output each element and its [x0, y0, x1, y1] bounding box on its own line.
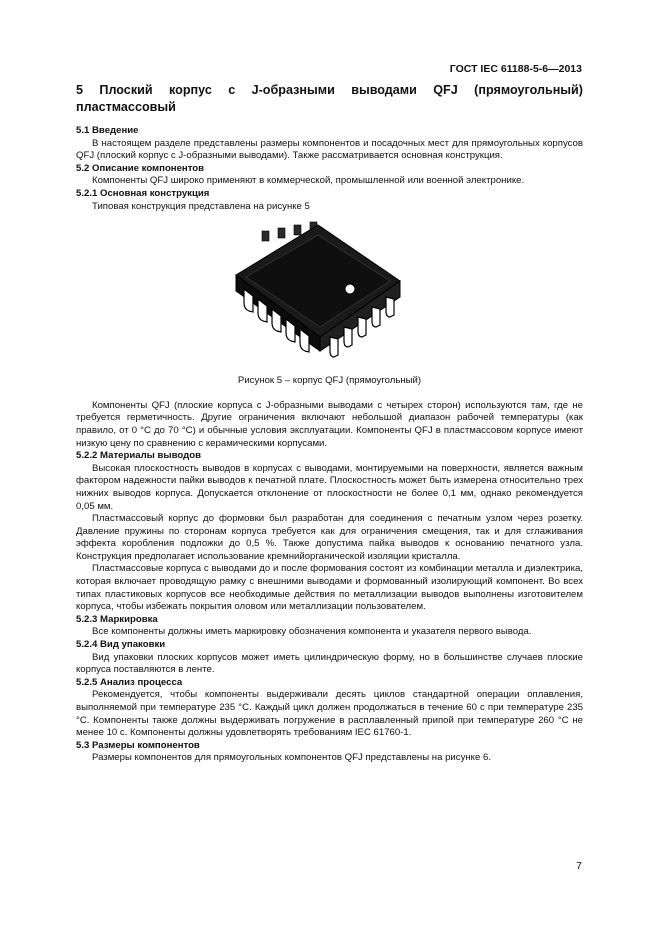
- paragraph-5-2-5: Рекомендуется, чтобы компоненты выдерживали десять циклов стандартной операции оплавления, выполняемой при температуре 235 °С. Каждый цикл должен продолжаться в течение 60 с при температуре 235 °С. Компоненты также должны выдерживать погружение в расплавленный припой при температуре 260 °С не менее 10 с. Компоненты должны удовлетворять требованиям IEC 61760-1.: [76, 689, 583, 739]
- heading-5-1: 5.1 Введение: [76, 125, 139, 136]
- page-content: [76, 125, 583, 765]
- paragraph-5-3: Размеры компонентов для прямоугольных компонентов QFJ представлены на рисунке 6.: [92, 752, 491, 764]
- paragraph-5-2-2-1: Высокая плоскостность выводов в корпусах с выводами, монтируемыми на поверхности, является важным фактором надежности пайки выводов к печатной плате. Плоскостность может быть измерена относительно трех нижних выводов корпуса. Допускается отклонение от плоскостности не более 0,1 мм, однако рекомендуется 0,05 мм.: [76, 462, 583, 512]
- figure-5-caption: Рисунок 5 – корпус QFJ (прямоугольный): [237, 375, 422, 387]
- heading-5-2-1: 5.2.1 Основная конструкция: [76, 187, 210, 199]
- paragraph-5-2-1: Типовая конструкция представлена на рисунке 5: [92, 200, 310, 212]
- paragraph-5-2: Компоненты QFJ широко применяют в коммерческой, промышленной или военной электронике.: [92, 175, 525, 187]
- page-number: 7: [576, 860, 582, 872]
- paragraph-5-2-3: Все компоненты должны иметь маркировку обозначения компонента и указателя первого вывода.: [92, 626, 532, 638]
- paragraph-5-2-4: Вид упаковки плоских корпусов может иметь цилиндрическую форму, но в большинстве случаев плоские корпуса поставляются в ленте.: [76, 651, 583, 676]
- paragraph-5-2-2-2: Пластмассовый корпус до формовки был разработан для соединения с печатным узлом через розетку. Давление пружины по сторонам корпуса требуется как для ограничения смещения, так и для сглаживания эффекта коробления подложки до 0,5 %. Также допустима пайка выводов к основанию печатного узла. Конструкция предполагает использование кремнийорганической изоляции кристалла.: [76, 513, 583, 562]
- figure-qfj-package: [76, 219, 583, 367]
- paragraph-5-2-1-after: Компоненты QFJ (плоские корпуса с J-образными выводами с четырех сторон) используются там, где не требуется герметичность. Другие ограничения включают небольшой диапазон рабочей температуры (как правило, от 0 °С до 70 °С) и обычные условия эксплуатации. Компоненты QFJ в пластмассовом корпусе имеют низкую цену по сравнению с керамическими корпусами.: [76, 399, 583, 449]
- paragraph-5-2-2-3: Пластмассовые корпуса с выводами до и после формования состоят из комбинации металла и диэлектрика, которая включает проводящую рамку с внешними выводами и формованный изолирующий компонент. Во всех типах пластиковых корпусов все необходимые действия по металлизации выводов выполнены изготовителем корпуса, чтобы избежать покрытия оловом или металлизации пользователем.: [76, 563, 583, 613]
- paragraph-5-1: В настоящем разделе представлены размеры компонентов и посадочных мест для прямоугольных корпусов QFJ (плоский корпус с J-образными выводами). Также рассматривается основная конструкция.: [76, 137, 583, 162]
- heading-5-2-3: 5.2.3 Маркировка: [76, 613, 158, 625]
- heading-5-2-5: 5.2.5 Анализ процесса: [76, 676, 183, 688]
- heading-5-2-2: 5.2.2 Материалы выводов: [76, 450, 201, 462]
- heading-5-3: 5.3 Размеры компонентов: [76, 739, 200, 751]
- heading-5-2-4: 5.2.4 Вид упаковки: [76, 639, 166, 651]
- section-title: 5 Плоский корпус с J-образными выводами QFJ (прямоугольный) пластмассовый: [76, 83, 583, 114]
- heading-5-2: 5.2 Описание компонентов: [76, 162, 205, 174]
- standard-designation: ГОСТ IEC 61188-5-6—2013: [449, 63, 582, 75]
- qfj-package-image: [200, 219, 420, 364]
